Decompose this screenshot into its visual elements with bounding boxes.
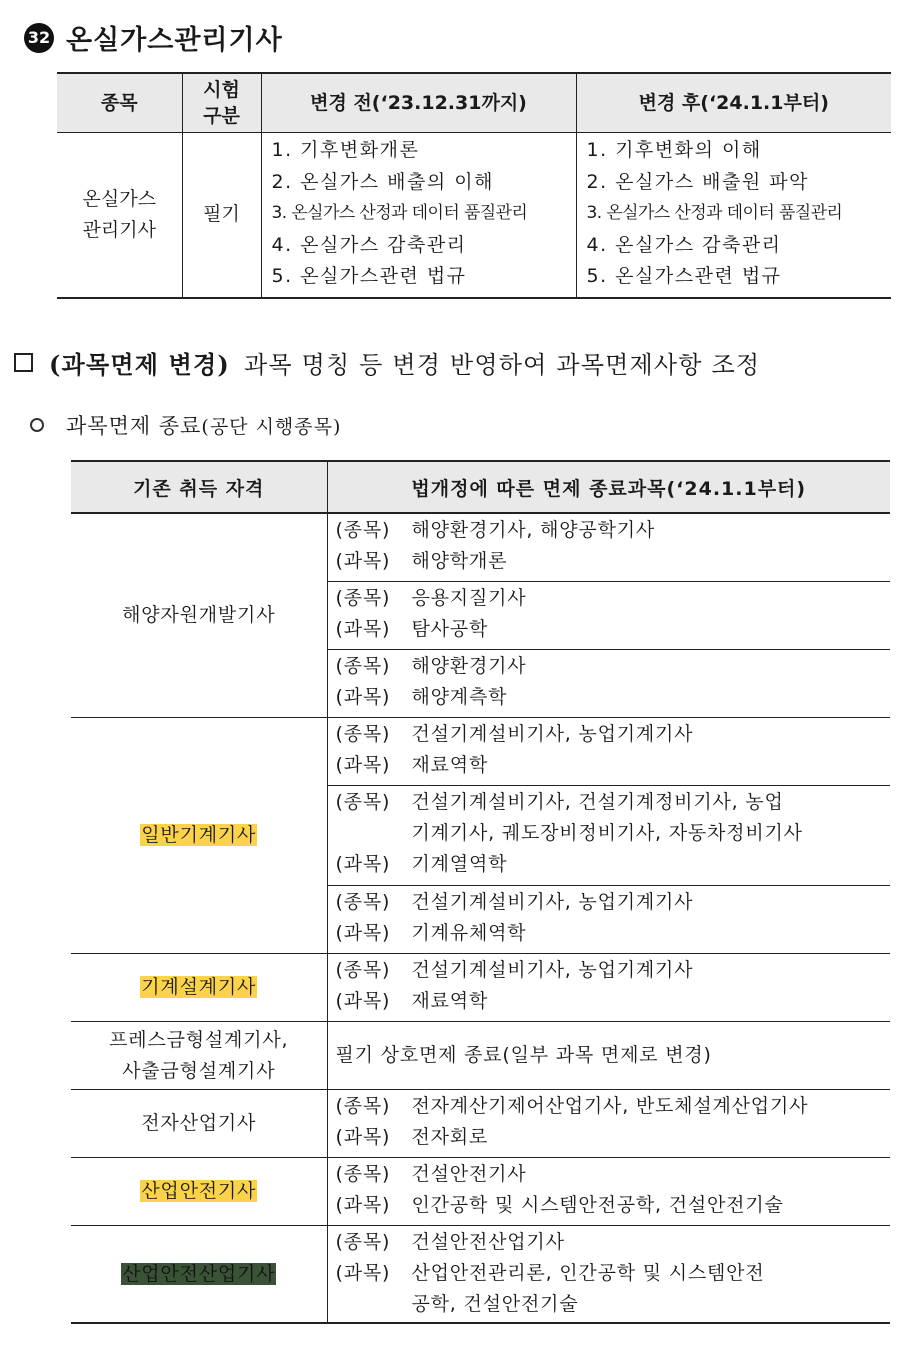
subsection-text: 과목면제 종료	[66, 414, 202, 438]
table-row	[71, 1090, 890, 1158]
exemption-entry: (종목) 건설기계설비기사, 농업기계기사 (과목) 재료역학	[327, 954, 890, 1022]
list-item: 1. 기후변화개론	[271, 139, 420, 161]
cell-before	[261, 133, 576, 298]
exemption-entry: (종목) 건설기계설비기사, 건설기계정비기사, 농업 기계기사, 궤도장비정비기사, 자동차정비기사 (과목) 기계열역학	[327, 786, 890, 886]
highlight-mark: 기계설계기사	[141, 976, 257, 998]
list-item: 2. 온실가스 배출의 이해	[271, 170, 494, 193]
circle-bullet-icon	[30, 418, 44, 432]
header-after: 변경 후(‘24.1.1부터)	[576, 73, 891, 133]
exemption-entry: (종목) 건설기계설비기사, 농업기계기사 (과목) 재료역학	[327, 718, 890, 786]
list-item: 3. 온실가스 산정과 데이터 품질관리	[586, 203, 843, 223]
list-item: 4. 온실가스 감축관리	[586, 233, 782, 256]
header-ended-subjects: 법개정에 따른 면제 종료과목(‘24.1.1부터)	[327, 461, 890, 513]
cell-exam-type: 필기	[182, 133, 261, 298]
qualification-cell	[71, 1226, 327, 1324]
table-row	[71, 1158, 890, 1226]
section-title: 온실가스관리기사	[66, 25, 283, 56]
header-exam-type: 시험 구분	[182, 73, 261, 133]
exemption-heading	[14, 345, 760, 380]
exemption-entry: (종목) 해양환경기사, 해양공학기사 (과목) 해양학개론	[327, 513, 890, 582]
highlight-mark: 산업안전기사	[141, 1180, 257, 1202]
highlight-mark: 산업안전산업기사	[122, 1262, 276, 1285]
exemption-note: 필기 상호면제 종료(일부 과목 면제로 변경)	[327, 1022, 890, 1090]
qualification-cell: 해양자원개발기사	[71, 513, 327, 718]
subsection-heading	[30, 410, 341, 440]
qualification-cell	[71, 718, 327, 954]
list-item: 3. 온실가스 산정과 데이터 품질관리	[271, 203, 528, 223]
table-row	[71, 718, 890, 786]
exemption-table	[71, 460, 890, 1324]
exemption-entry: (종목) 전자계산기제어산업기사, 반도체설계산업기사 (과목) 전자회로	[327, 1090, 890, 1158]
exemption-entry: (종목) 응용지질기사 (과목) 탐사공학	[327, 582, 890, 650]
qualification-cell: 전자산업기사	[71, 1090, 327, 1158]
highlight-mark: 일반기계기사	[141, 824, 257, 846]
list-item: 5. 온실가스관련 법규	[271, 265, 467, 287]
exemption-entry: (종목) 해양환경기사 (과목) 해양계측학	[327, 650, 890, 718]
header-item: 종목	[57, 73, 182, 133]
exemption-entry: (종목) 건설기계설비기사, 농업기계기사 (과목) 기계유체역학	[327, 886, 890, 954]
list-item: 5. 온실가스관련 법규	[586, 265, 782, 287]
table-row	[71, 513, 890, 582]
list-item: 1. 기후변화의 이해	[586, 139, 762, 161]
table-row	[71, 954, 890, 1022]
qualification-cell	[71, 1158, 327, 1226]
exemption-entry: (종목) 건설안전산업기사 (과목) 산업안전관리론, 인간공학 및 시스템안전 공학, 건설안전기술	[327, 1226, 890, 1324]
section-heading	[24, 18, 283, 57]
cell-item: 온실가스 관리기사	[82, 187, 156, 241]
exemption-entry: (종목) 건설안전기사 (과목) 인간공학 및 시스템안전공학, 건설안전기술	[327, 1158, 890, 1226]
change-table	[57, 72, 891, 299]
exemption-text: 과목 명칭 등 변경 반영하여 과목면제사항 조정	[243, 351, 761, 379]
qualification-cell: 프레스금형설계기사, 사출금형설계기사	[71, 1022, 327, 1090]
circled-number: 32	[24, 23, 54, 53]
qualification-cell	[71, 954, 327, 1022]
exemption-label: (과목면제 변경)	[49, 350, 230, 379]
header-before: 변경 전(‘23.12.31까지)	[261, 73, 576, 133]
list-item: 2. 온실가스 배출원 파악	[586, 170, 809, 193]
table-row	[71, 1226, 890, 1324]
table-row	[57, 133, 891, 298]
header-qualification: 기존 취득 자격	[71, 461, 327, 513]
table-row	[71, 1022, 890, 1090]
square-bullet-icon	[14, 353, 33, 372]
subsection-paren: (공단 시행종목)	[201, 415, 342, 438]
list-item: 4. 온실가스 감축관리	[271, 233, 467, 256]
cell-after	[576, 133, 891, 298]
